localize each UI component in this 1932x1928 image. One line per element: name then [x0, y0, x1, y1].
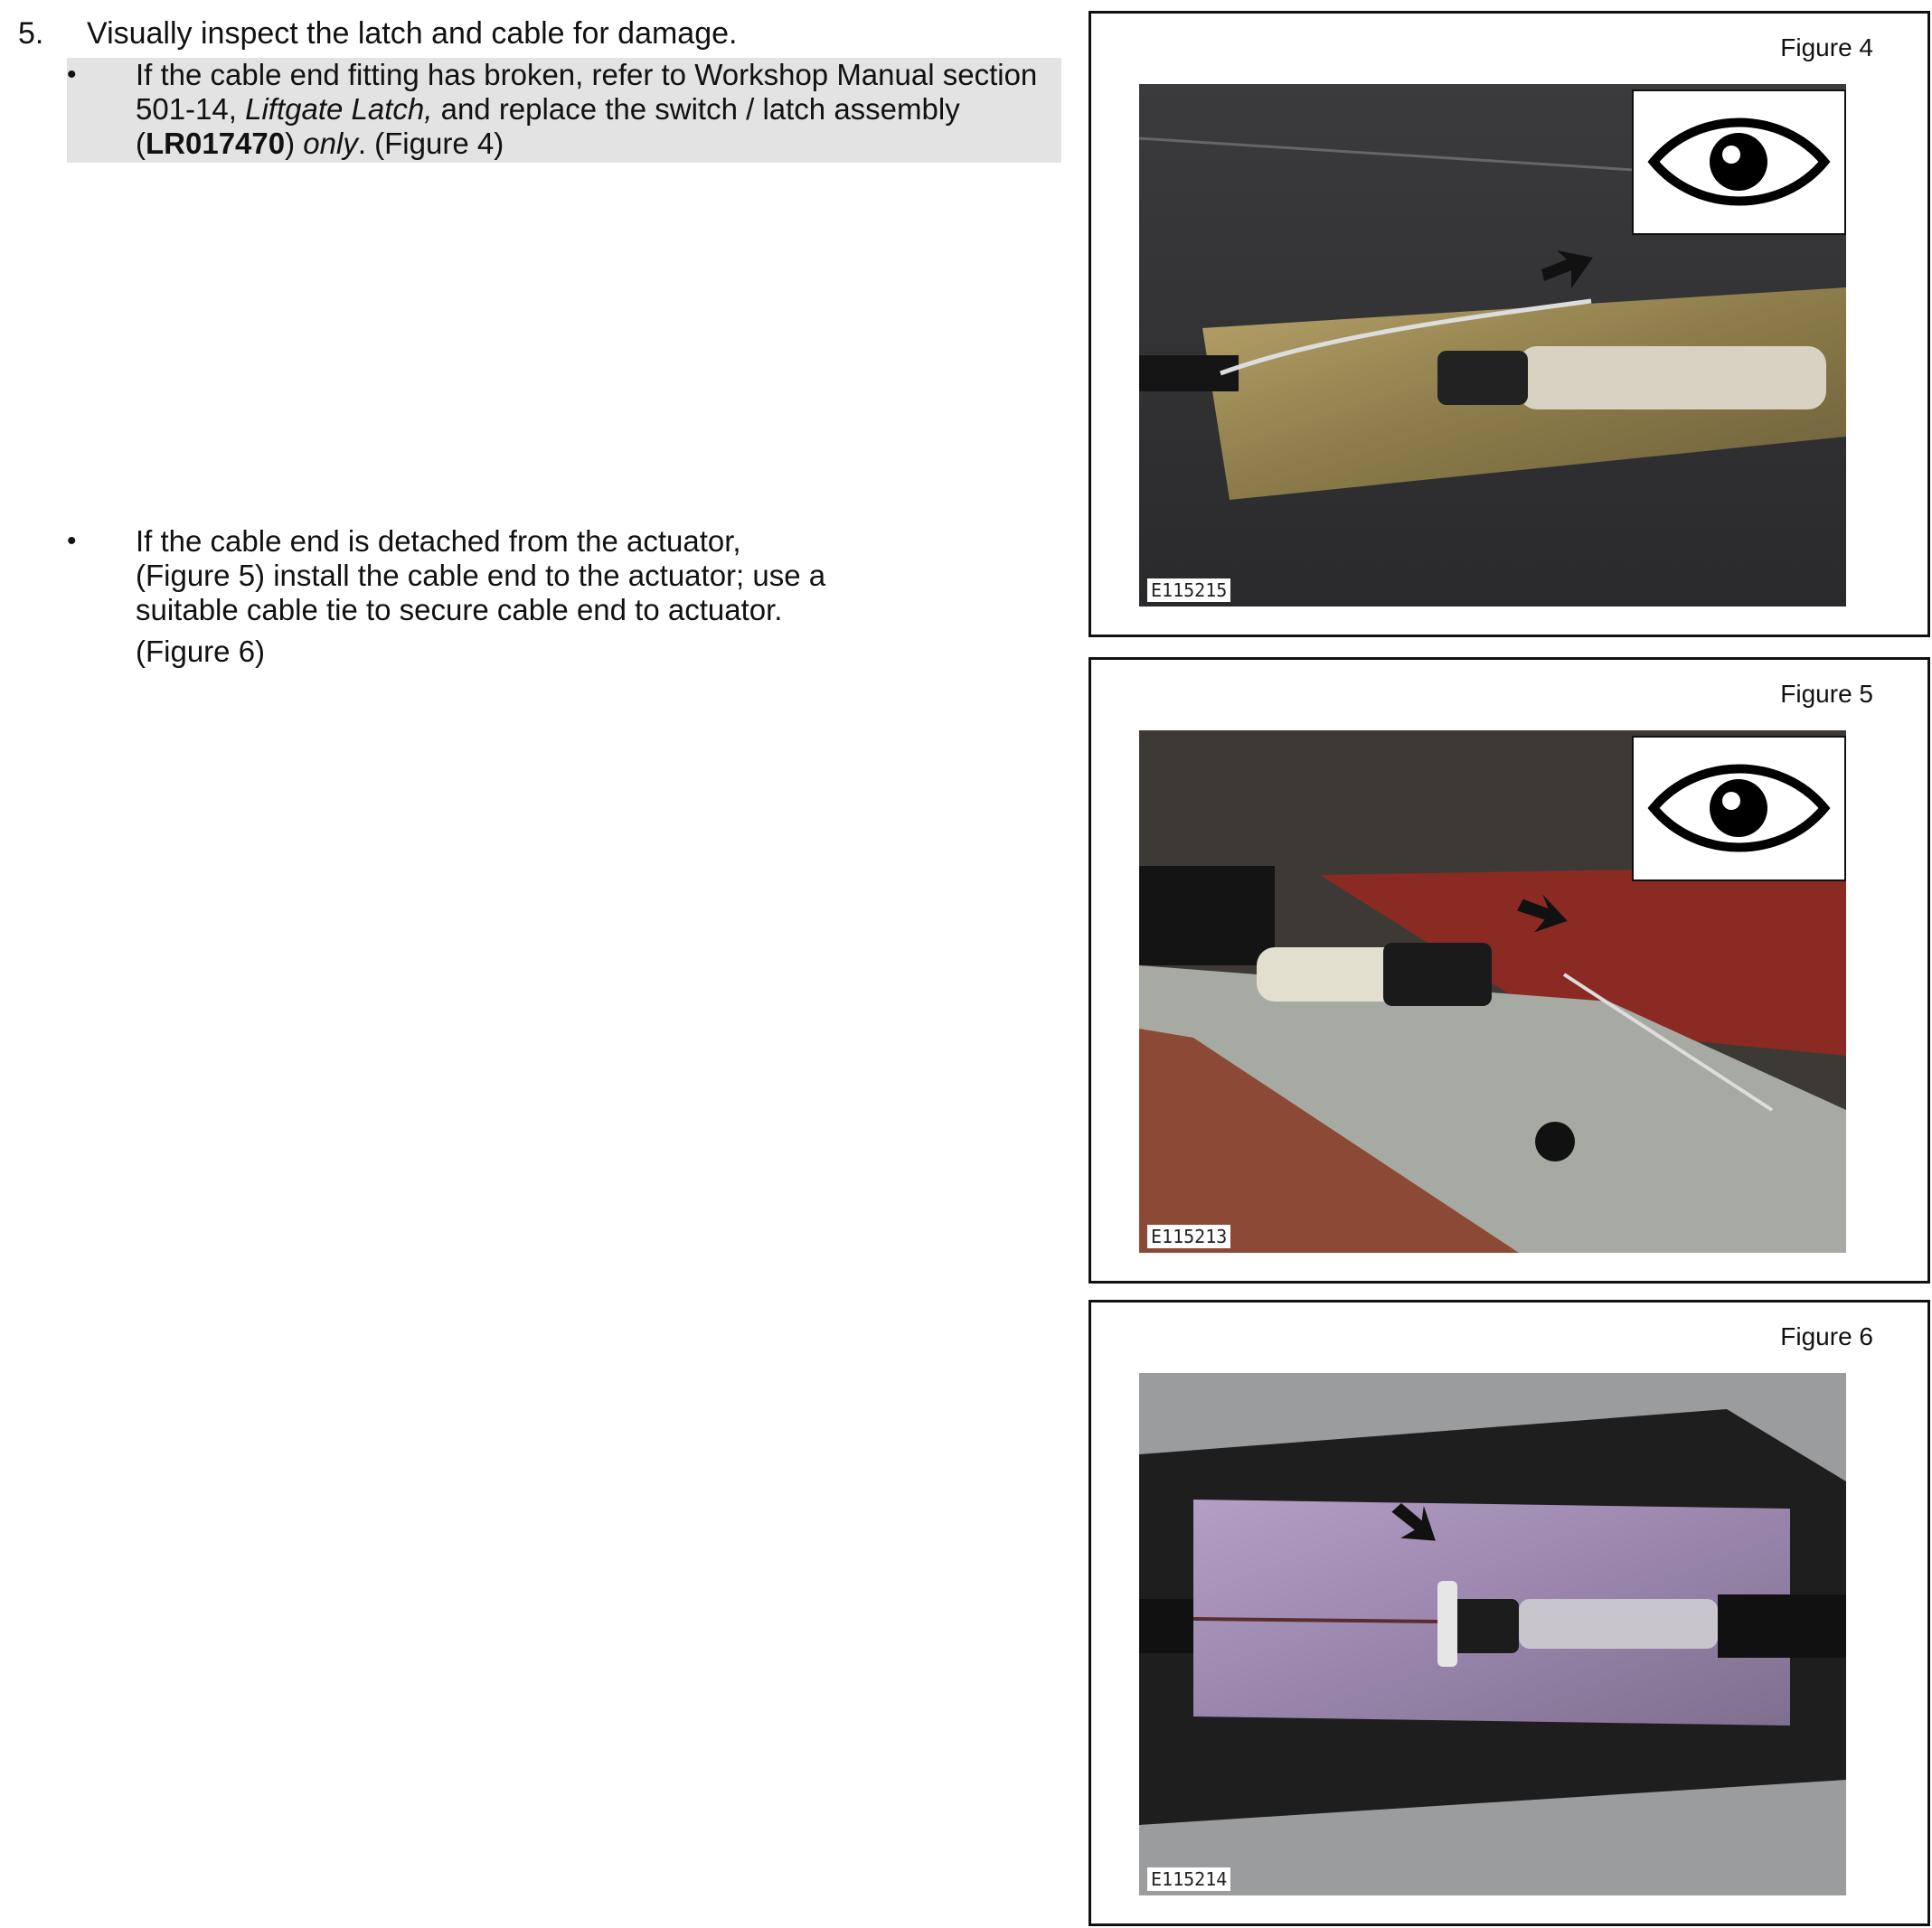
- bullet-line: (Figure 6): [136, 635, 266, 668]
- figure-6: [1089, 1300, 1930, 1926]
- liftgate-latch-ref: Liftgate Latch,: [245, 92, 433, 126]
- bullet-line: suitable cable tie to secure cable end to actuator.: [136, 593, 783, 626]
- bullet-cable-fitting-broken: [67, 58, 1061, 163]
- figure-code: E115213: [1147, 1225, 1230, 1248]
- eye-icon: [1632, 89, 1846, 235]
- figure-label: Figure 5: [1780, 680, 1873, 708]
- figure-code: E115215: [1147, 578, 1230, 602]
- figure-4: [1089, 11, 1930, 637]
- step-number: 5.: [18, 16, 44, 51]
- bullet-dot: •: [67, 526, 77, 556]
- bullet-text-part: and replace the switch / latch assembly (: [136, 92, 960, 160]
- figure-5: [1089, 657, 1930, 1284]
- eye-icon: [1632, 736, 1846, 881]
- figure-label: Figure 6: [1780, 1322, 1873, 1350]
- bullet-text-part: . (Figure 4): [357, 127, 504, 160]
- bullet-text-part: If the cable end fitting has broken, refer to Workshop Manual section 501-14,: [136, 58, 1038, 126]
- bullet-line: If the cable end is detached from the actuator,: [136, 524, 741, 558]
- bullet-cable-end-detached: [67, 524, 1061, 678]
- step-heading: [18, 13, 737, 54]
- bullet-text: [136, 524, 1049, 669]
- part-number: LR017470: [146, 127, 286, 160]
- step-text: Visually inspect the latch and cable for damage.: [87, 16, 738, 51]
- bullet-dot: •: [67, 60, 77, 89]
- bullet-line: (Figure 5) install the cable end to the actuator; use a: [136, 559, 826, 592]
- bullet-text: [136, 58, 1049, 161]
- figure-label: Figure 4: [1780, 33, 1873, 61]
- only-emphasis: only: [303, 127, 358, 160]
- bullet-text-part: ): [285, 127, 304, 160]
- cable-tie-photo: [1139, 1373, 1846, 1895]
- figure-code: E115214: [1147, 1867, 1230, 1891]
